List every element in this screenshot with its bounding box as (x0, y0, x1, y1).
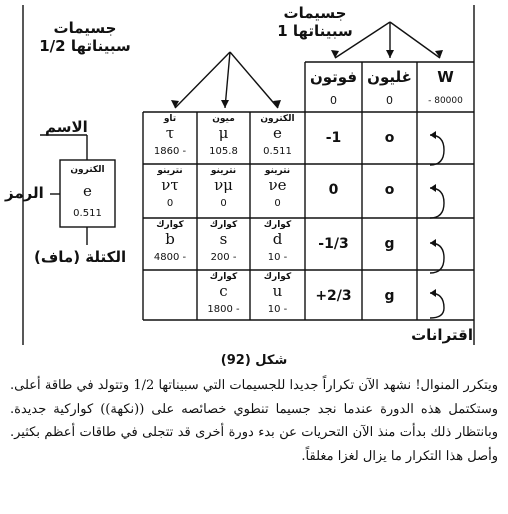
particle-name: كوارك (209, 272, 238, 282)
coupling-row-1: o (384, 130, 395, 146)
particle-symbol: μ (218, 124, 229, 142)
coupling-row-2: o (384, 182, 395, 198)
figure-caption: شكل (92) (220, 353, 288, 368)
w-label: W (437, 68, 454, 86)
particle-cell (250, 270, 305, 322)
particle-cell (250, 164, 305, 216)
particle-name: ميون (212, 114, 235, 124)
particle-symbol: u (272, 282, 283, 300)
particle-cell (197, 112, 250, 164)
particle-mass: 0.511 (263, 146, 292, 157)
particle-name: نترينو (264, 166, 291, 176)
particle-mass: 10 - (267, 304, 288, 315)
particle-name: كوارك (263, 272, 292, 282)
particle-cell (250, 218, 305, 270)
particle-name: كوارك (263, 220, 292, 230)
particle-cell (143, 218, 197, 270)
particle-mass: 200 - (210, 252, 237, 263)
legend-symbol-label: الرمز (5, 184, 44, 202)
particle-symbol: νe (268, 176, 287, 194)
particle-name: كوارك (156, 220, 184, 230)
charge-row-1: -1 (325, 130, 342, 146)
spin-one-line2: سبيناتها 1 (277, 22, 353, 40)
gluon-label: غليون (367, 68, 412, 86)
particle-name: تاو (163, 114, 177, 124)
legend-example-symbol: e (83, 182, 92, 200)
particle-cell (197, 270, 250, 322)
particle-mass: 0 (220, 198, 227, 209)
photon-mass: 0 (330, 94, 337, 107)
particle-mass: 4800 - (153, 252, 187, 263)
spin-half-line1: جسيمات (53, 19, 117, 37)
particle-mass: 105.8 (209, 146, 238, 157)
w-mass: 80000 - (428, 96, 463, 106)
particle-symbol: c (219, 282, 228, 300)
legend-example-name: الكترون (70, 165, 105, 175)
particle-cell (143, 112, 197, 164)
photon-label: فوتون (309, 68, 358, 86)
body-paragraph: ويتكرر المنوال! نشهد الآن تكراراً جديدا للجسيمات التي سبيناتها 1/2 وتتولد في طاقة أعلى. وستكتمل هذه الدورة عندما نجد جسيما تنطوي خصائصه على ((نكهة)) كواركية جديدة. وبانتظار ذلك بدأت منذ الآن التحريات عن بدء دورة أخرى قد تتجلى في طاقات أعظم بكثير. وأصل هذا التكرار ما يزال لغزا مغلقاً. (10, 378, 498, 464)
particle-symbol: d (272, 230, 283, 248)
legend-mass-label: (ماف) الكتلة (34, 248, 127, 266)
spin-half-line2: سبيناتها 1/2 (39, 37, 131, 55)
particle-mass: 10 - (267, 252, 288, 263)
particle-name: كوارك (209, 220, 238, 230)
particle-cell (197, 218, 250, 270)
particle-symbol: e (273, 124, 282, 142)
gluon-mass: 0 (386, 94, 393, 107)
charge-row-4: +2/3 (315, 288, 352, 304)
charge-row-2: 0 (328, 182, 339, 198)
legend-example-cell (60, 160, 115, 227)
coupling-row-3: g (384, 236, 395, 252)
particle-cell (143, 164, 197, 216)
spin-one-line1: جسيمات (283, 4, 347, 22)
particle-name: نترينو (157, 166, 183, 176)
particle-symbol: νμ (214, 176, 233, 194)
particle-name: الكترون (260, 114, 295, 124)
spin-one-header (250, 5, 380, 41)
particle-mass: 1800 - (207, 304, 240, 315)
particle-mass: 0 (166, 198, 174, 209)
particle-name: نترينو (210, 166, 237, 176)
couplings-label: اقترانات (411, 326, 473, 344)
particle-mass: 0 (274, 198, 281, 209)
spin-half-header (30, 20, 140, 56)
particle-symbol: ντ (161, 176, 179, 194)
particle-symbol: b (165, 230, 175, 248)
particle-symbol: s (219, 230, 228, 248)
coupling-row-4: g (384, 288, 395, 304)
particle-cell (197, 164, 250, 216)
particle-cell (250, 112, 305, 164)
particle-cell (143, 270, 197, 322)
particle-mass: 1860 - (153, 146, 187, 157)
particle-symbol: τ (165, 124, 175, 142)
charge-row-3: -1/3 (318, 236, 349, 252)
legend-example-mass: 0.511 (73, 208, 102, 219)
legend-name-label: الاسم (45, 118, 88, 136)
